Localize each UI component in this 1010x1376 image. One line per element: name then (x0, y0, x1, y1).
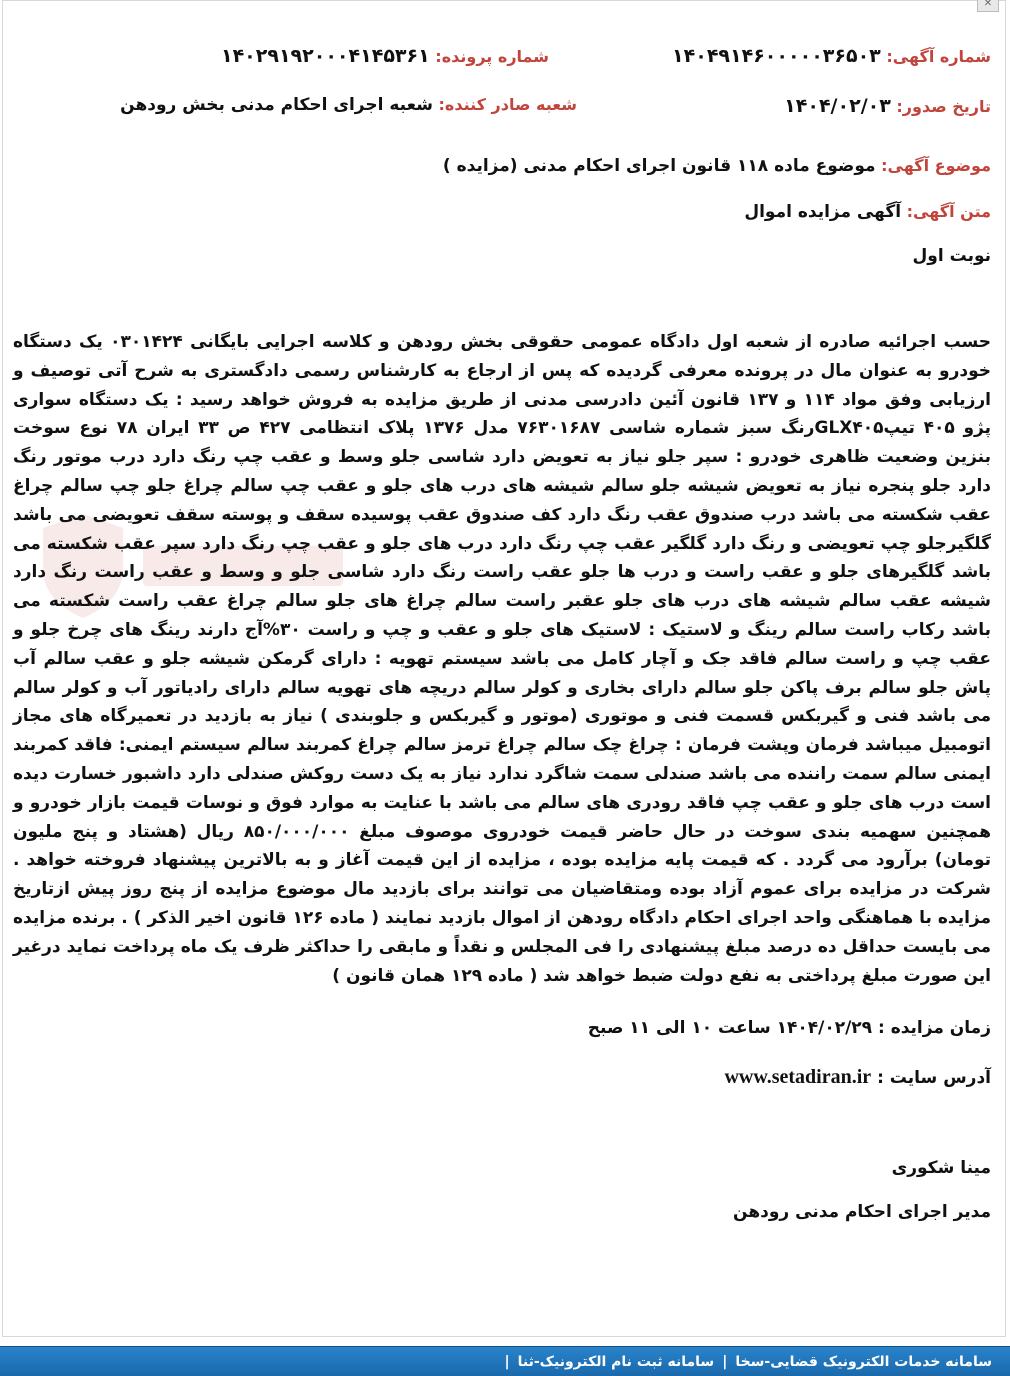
subject-label: موضوع آگهی: (881, 156, 991, 175)
case-number: ۱۴۰۲۹۱۹۲۰۰۰۴۱۴۵۳۶۱ (220, 45, 430, 67)
notice-number-row (672, 45, 991, 67)
site-url[interactable]: www.setadiran.ir (724, 1066, 872, 1088)
site-label: آدرس سایت : (877, 1068, 991, 1088)
footer-separator: | (722, 1353, 728, 1370)
footer-bar (0, 1346, 1010, 1376)
case-number-label: شماره پرونده: (435, 47, 549, 66)
round-label: نوبت اول (912, 246, 991, 266)
notice-body: حسب اجرائیه صادره از شعبه اول دادگاه عمومی حقوقی بخش رودهن و کلاسه اجرایی بایگانی ۰۳۰۱۴۲۴ یک دستگاه خودرو به عنوان مال در پرونده معرفی گردیده که پس از ارجاع به کارشناس رسمی دادگستری به شرح آتی توصیف و ارزیابی وفق مواد ۱۱۴ و ۱۳۷ قانون آئین دادرسی مدنی از طریق مزایده به فروش خواهد رسید : یک دستگاه سواری پژو ۴۰۵ تیپGLX۴۰۵رنگ سبز شماره شاسی ۷۶۳۰۱۶۸۷ مدل ۱۳۷۶ پلاک انتظامی ۴۲۷ ص ۳۳ ایران ۷۸ نوع سوخت بنزین وضعیت ظاهری خودرو : سپر جلو نیاز به تعویض دارد شاسی جلو وسط و عقب چپ رنگ دارد درب موتور رنگ دارد جلو پنجره نیاز به تعویض شیشه جلو سالم شیشه های درب های جلو و عقب چپ سالم چراغ جلو چپ سالم چراغ عقب شکسته می باشد درب صندوق عقب رنگ دارد کف صندوق عقب پوسیده سقف و پوسته سقف تعویضی می باشد گلگیرجلو چپ تعویضی و رنگ دارد گلگیر عقب چپ رنگ دارد درب های جلو و عقب چپ رنگ دارد سپر عقب شکسته می باشد گلگیرهای جلو و عقب راست و درب ها جلو عقب راست رنگ دارد شاسی جلو و وسط و عقب راست رنگ دارد شیشه عقب سالم شیشه های درب های جلو عقبر راست سالم چراغ های جلو سالم چراغ عقب راست شکسته می باشد رکاب راست سالم رینگ و لاستیک : لاستیک های جلو و عقب و چپ و راست ۳۰%آج دارند رینگ های چرخ جلو و عقب چپ و راست سالم فاقد جک و آچار کامل می باشد سیستم تهویه : دارای گرمکن شیشه جلو و عقب سالم آب پاش جلو سالم برف پاکن جلو سالم دارای بخاری و کولر سالم دریچه های تهویه سالم دارای رادیاتور آب و کولر سالم می باشد فنی و گیربکس قسمت فنی و موتوری (موتور و گیربکس و جلوبندی ) نیاز به بازدید در تعمیرگاه های مجاز اتومبیل میباشد فرمان وپشت فرمان : چراغ چک سالم چراغ ترمز سالم چراغ کمربند سالم سیستم ایمنی: فاقد کمربند ایمنی سالم سمت راننده می باشد صندلی سمت شاگرد ندارد نیاز به یک دست روکش صندلی دارد داشبور خسارت دیده است درب های جلو و عقب چپ فاقد رودری های سالم می باشد با عنایت به موارد فوق و نوسات قیمت بازار خودرو و همچنین سهمیه بندی سوخت در حال حاضر قیمت خودروی موصوف مبلغ ۸۵۰/۰۰۰/۰۰۰ ریال (هشتاد و پنج ملیون تومان) برآرود می گردد . که قیمت پایه مزایده بوده ، مزایده از این قیمت آغاز و به بالاترین پیشنهاد فروخته خواهد . شرکت در مزایده برای عموم آزاد بوده ومتقاضیان می توانند برای بازدید مال موضوع مزایده از پنج روز پیش ازتاریخ مزایده با هماهنگی واحد اجرای احکام دادگاه رودهن از اموال بازدید نمایند ( ماده ۱۲۶ قانون اخیر الذکر ) . برنده مزایده می بایست حداقل ده درصد مبلغ پیشنهادی را فی المجلس و نقداً و مابقی را حداکثر ظرف یک ماه پرداخت نماید درغیر این صورت مبلغ پرداختی به نفع دولت ضبط خواهد شد ( ماده ۱۲۹ همان قانون ) (13, 332, 992, 986)
case-number-row (221, 45, 549, 67)
issue-date-row (784, 95, 991, 117)
subject: موضوع ماده ۱۱۸ قانون اجرای احکام مدنی (مزایده ) (442, 156, 876, 176)
subject-row (443, 156, 991, 176)
text-label: متن آگهی: (906, 202, 991, 221)
close-icon[interactable]: ✕ (977, 0, 999, 12)
issue-date: ۱۴۰۴/۰۲/۰۳ (784, 95, 891, 117)
text-title: آگهی مزایده اموال (744, 202, 902, 222)
footer-link-sana[interactable]: سامانه ثبت نام الکترونیک-ثنا (517, 1353, 715, 1370)
notice-sheet (2, 0, 1006, 1337)
footer-separator: | (504, 1353, 510, 1370)
auction-time: زمان مزایده : ۱۴۰۴/۰۲/۲۹ ساعت ۱۰ الی ۱۱ صبح (587, 1018, 991, 1038)
signer-title: مدیر اجرای احکام مدنی رودهن (733, 1202, 991, 1222)
text-title-row (744, 202, 991, 222)
site-row (724, 1066, 991, 1089)
issuer-row (120, 95, 577, 115)
notice-number-label: شماره آگهی: (886, 47, 991, 66)
issue-date-label: تاریخ صدور: (896, 97, 991, 116)
signer-name: مینا شکوری (891, 1158, 991, 1178)
footer-link-sakha[interactable]: سامانه خدمات الکترونیک قضایی-سخا (735, 1353, 992, 1370)
notice-number: ۱۴۰۴۹۱۴۶۰۰۰۰۰۳۶۵۰۳ (672, 45, 881, 67)
issuer: شعبه اجرای احکام مدنی بخش رودهن (120, 95, 433, 115)
issuer-label: شعبه صادر کننده: (438, 95, 577, 114)
